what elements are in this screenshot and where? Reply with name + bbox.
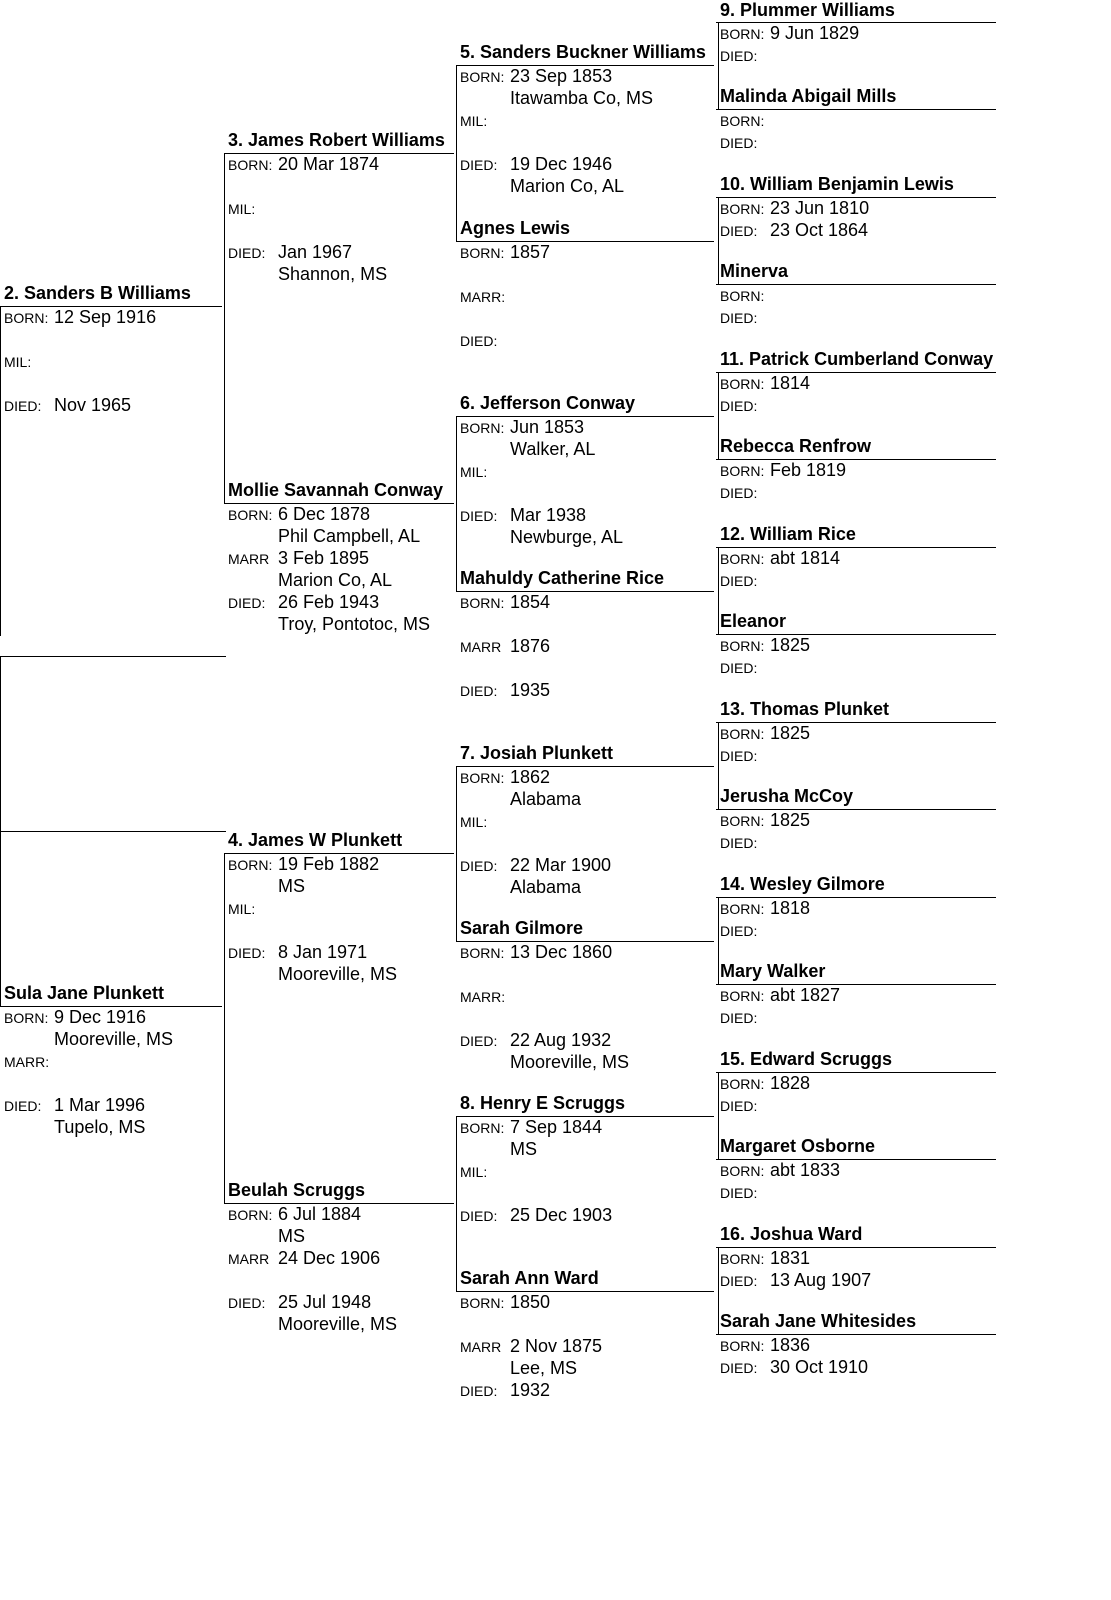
field-value: abt 1814: [770, 548, 841, 568]
field-value: 9 Dec 1916: [54, 1007, 147, 1027]
field-value: 13 Aug 1907: [770, 1270, 872, 1290]
field-label: DIED:: [4, 398, 42, 414]
field-value: 13 Dec 1860: [510, 942, 613, 962]
field-place: Tupelo, MS: [54, 1117, 146, 1137]
field-label: BORN:: [720, 726, 765, 742]
field-label: MARR:: [4, 1054, 50, 1070]
field-row: [460, 766, 551, 789]
field-label: MIL:: [460, 814, 488, 830]
person-name: 14. Wesley Gilmore: [720, 874, 885, 894]
field-label: BORN:: [228, 857, 273, 873]
field-value: 8 Jan 1971: [278, 942, 368, 962]
field-row: [720, 1072, 811, 1095]
field-label: DIED:: [228, 245, 266, 261]
field-row: [228, 591, 380, 614]
connector-line: [0, 656, 226, 657]
field-label: BORN:: [720, 463, 765, 479]
field-row: [4, 306, 157, 329]
field-value: 25 Dec 1903: [510, 1205, 613, 1225]
field-label: BORN:: [720, 551, 765, 567]
field-label: BORN:: [460, 69, 505, 85]
person-name: 6. Jefferson Conway: [460, 393, 636, 413]
field-label: BORN:: [720, 201, 765, 217]
person-name: 12. William Rice: [720, 524, 856, 544]
field-row: [720, 1181, 757, 1204]
field-row: [228, 897, 255, 920]
field-value: 6 Jul 1884: [278, 1204, 362, 1224]
person-name: Jerusha McCoy: [720, 786, 854, 806]
field-label: BORN:: [460, 595, 505, 611]
field-place: Shannon, MS: [278, 264, 388, 284]
field-value: 1854: [510, 592, 551, 612]
field-label: BORN:: [720, 26, 765, 42]
field-row: [720, 897, 811, 920]
field-value: Nov 1965: [54, 395, 132, 415]
connector-line: [718, 547, 719, 634]
field-row: [4, 1006, 147, 1029]
field-place: Marion Co, AL: [278, 570, 393, 590]
field-label: BORN:: [460, 1120, 505, 1136]
person-name: Sarah Jane Whitesides: [720, 1311, 917, 1331]
field-place: Newburge, AL: [510, 527, 624, 547]
field-place: Alabama: [510, 789, 582, 809]
field-value: Feb 1819: [770, 460, 847, 480]
field-label: DIED:: [720, 223, 758, 239]
person-name: Mahuldy Catherine Rice: [460, 568, 665, 588]
field-value: 12 Sep 1916: [54, 307, 157, 327]
field-label: DIED:: [720, 923, 758, 939]
person-name: 4. James W Plunkett: [228, 830, 403, 850]
field-place: Troy, Pontotoc, MS: [278, 614, 431, 634]
field-row: [4, 350, 31, 373]
field-label: DIED:: [720, 135, 758, 151]
field-label: DIED:: [228, 945, 266, 961]
field-place: Mooreville, MS: [278, 964, 398, 984]
field-label: MIL:: [460, 113, 488, 129]
field-value: 1825: [770, 635, 811, 655]
field-row: [720, 919, 757, 942]
field-row: [720, 744, 757, 767]
field-value: 23 Sep 1853: [510, 66, 613, 86]
field-label: BORN:: [720, 988, 765, 1004]
connector-line: [456, 416, 457, 591]
connector-line: [718, 722, 719, 809]
person-name: Margaret Osborne: [720, 1136, 876, 1156]
field-value: 19 Dec 1946: [510, 154, 613, 174]
field-label: MIL:: [228, 901, 256, 917]
connector-line: [0, 831, 226, 832]
field-label: DIED:: [720, 485, 758, 501]
field-row: [720, 656, 757, 679]
field-row: [228, 853, 380, 876]
field-value: 20 Mar 1874: [278, 154, 380, 174]
field-row: [720, 109, 764, 132]
field-value: 2 Nov 1875: [510, 1336, 603, 1356]
field-value: 1825: [770, 810, 811, 830]
field-row: [460, 1291, 551, 1314]
field-row: [720, 131, 757, 154]
person-name: 16. Joshua Ward: [720, 1224, 863, 1244]
field-value: 23 Jun 1810: [770, 198, 870, 218]
field-value: 1857: [510, 242, 551, 262]
field-row: [720, 1159, 841, 1182]
field-row: [460, 679, 551, 702]
connector-line: [0, 656, 1, 831]
connector-line: [456, 1116, 457, 1291]
field-row: [460, 1160, 487, 1183]
person-name: Beulah Scruggs: [228, 1180, 366, 1200]
field-place: MS: [278, 876, 305, 896]
field-row: [460, 153, 613, 176]
field-value: abt 1827: [770, 985, 841, 1005]
field-row: [460, 985, 505, 1008]
field-label: BORN:: [720, 638, 765, 654]
field-row: [720, 1094, 757, 1117]
field-place: Mooreville, MS: [510, 1052, 630, 1072]
person-name: Agnes Lewis: [460, 218, 571, 238]
field-row: [228, 941, 368, 964]
field-label: BORN:: [720, 1163, 765, 1179]
field-row: [460, 1029, 612, 1052]
field-label: DIED:: [720, 835, 758, 851]
field-row: [228, 503, 371, 526]
person-name: 11. Patrick Cumberland Conway: [720, 349, 994, 369]
field-row: [4, 394, 132, 417]
field-value: 1850: [510, 1292, 551, 1312]
field-row: [720, 1247, 811, 1270]
field-row: [228, 153, 380, 176]
person-name: Mary Walker: [720, 961, 826, 981]
field-row: [460, 635, 551, 658]
field-value: 25 Jul 1948: [278, 1292, 372, 1312]
field-label: DIED:: [720, 660, 758, 676]
field-label: MIL:: [4, 354, 32, 370]
field-label: MIL:: [460, 1164, 488, 1180]
field-row: [460, 1204, 613, 1227]
field-value: 22 Mar 1900: [510, 855, 612, 875]
connector-line: [718, 897, 719, 984]
field-value: 22 Aug 1932: [510, 1030, 612, 1050]
connector-line: [456, 65, 457, 241]
field-label: DIED:: [228, 1295, 266, 1311]
field-value: 1818: [770, 898, 811, 918]
connector-line: [224, 153, 225, 503]
field-value: 23 Oct 1864: [770, 220, 869, 240]
connector-line: [718, 1072, 719, 1159]
field-label: DIED:: [720, 1098, 758, 1114]
field-row: [720, 569, 757, 592]
person-name: 7. Josiah Plunkett: [460, 743, 614, 763]
person-name: 15. Edward Scruggs: [720, 1049, 893, 1069]
field-label: BORN:: [720, 1338, 765, 1354]
field-label: BORN:: [4, 1010, 49, 1026]
connector-line: [718, 372, 719, 459]
field-value: 1836: [770, 1335, 811, 1355]
connector-line: [456, 766, 457, 941]
field-label: BORN:: [720, 113, 765, 129]
field-label: DIED:: [460, 1208, 498, 1224]
field-label: MARR: [460, 639, 502, 655]
field-value: 9 Jun 1829: [770, 23, 860, 43]
field-label: DIED:: [720, 1185, 758, 1201]
field-label: BORN:: [460, 770, 505, 786]
person-name: 10. William Benjamin Lewis: [720, 174, 954, 194]
field-value: 1828: [770, 1073, 811, 1093]
field-place: MS: [510, 1139, 537, 1159]
field-row: [720, 459, 847, 482]
field-row: [720, 634, 811, 657]
person-name: Malinda Abigail Mills: [720, 86, 897, 106]
field-value: 1935: [510, 680, 551, 700]
field-row: [460, 65, 613, 88]
field-label: BORN:: [460, 1295, 505, 1311]
field-row: [460, 109, 487, 132]
field-place: Walker, AL: [510, 439, 596, 459]
field-row: [228, 1247, 381, 1270]
field-label: BORN:: [720, 813, 765, 829]
field-place: Itawamba Co, MS: [510, 88, 654, 108]
connector-line: [0, 831, 1, 1006]
person-name: 2. Sanders B Williams: [4, 283, 191, 303]
field-place: Lee, MS: [510, 1358, 578, 1378]
field-row: [720, 284, 764, 307]
field-label: BORN:: [460, 245, 505, 261]
field-label: DIED:: [720, 748, 758, 764]
field-value: 3 Feb 1895: [278, 548, 370, 568]
field-row: [720, 984, 841, 1007]
field-label: DIED:: [720, 573, 758, 589]
field-row: [460, 854, 612, 877]
field-label: BORN:: [4, 310, 49, 326]
connector-line: [718, 197, 719, 284]
field-label: MARR: [228, 1251, 270, 1267]
field-row: [720, 22, 860, 45]
connector-line: [718, 1247, 719, 1334]
field-value: 30 Oct 1910: [770, 1357, 869, 1377]
field-value: Jun 1853: [510, 417, 585, 437]
field-row: [460, 591, 551, 614]
person-name: 13. Thomas Plunket: [720, 699, 890, 719]
field-row: [460, 460, 487, 483]
field-value: 1862: [510, 767, 551, 787]
person-name: 5. Sanders Buckner Williams: [460, 42, 706, 62]
field-label: BORN:: [460, 945, 505, 961]
field-row: [720, 1334, 811, 1357]
field-row: [720, 722, 811, 745]
field-row: [720, 306, 757, 329]
field-value: 1825: [770, 723, 811, 743]
person-name: 8. Henry E Scruggs: [460, 1093, 626, 1113]
field-label: DIED:: [720, 398, 758, 414]
connector-line: [224, 853, 225, 1203]
field-row: [720, 372, 811, 395]
field-row: [720, 1006, 757, 1029]
field-label: DIED:: [460, 333, 498, 349]
field-label: DIED:: [460, 1033, 498, 1049]
field-label: DIED:: [720, 310, 758, 326]
field-label: MARR: [460, 1339, 502, 1355]
field-label: DIED:: [720, 1010, 758, 1026]
field-label: BORN:: [228, 1207, 273, 1223]
field-value: 26 Feb 1943: [278, 592, 380, 612]
person-name: Sarah Gilmore: [460, 918, 584, 938]
field-label: BORN:: [720, 288, 765, 304]
field-label: MARR: [228, 551, 270, 567]
field-row: [720, 197, 870, 220]
field-label: BORN:: [720, 901, 765, 917]
field-row: [460, 941, 613, 964]
field-row: [720, 481, 757, 504]
connector-line: [718, 22, 719, 109]
field-row: [228, 547, 370, 570]
field-row: [228, 197, 255, 220]
person-name: Eleanor: [720, 611, 787, 631]
field-value: abt 1833: [770, 1160, 841, 1180]
field-label: DIED:: [460, 858, 498, 874]
field-value: 1831: [770, 1248, 811, 1268]
field-value: 19 Feb 1882: [278, 854, 380, 874]
field-place: Mooreville, MS: [278, 1314, 398, 1334]
field-label: BORN:: [460, 420, 505, 436]
field-row: [720, 219, 869, 242]
field-row: [4, 1050, 49, 1073]
person-name: 9. Plummer Williams: [720, 0, 895, 20]
field-row: [4, 1094, 146, 1117]
field-place: Mooreville, MS: [54, 1029, 174, 1049]
field-row: [460, 1379, 551, 1402]
connector-line: [0, 306, 1, 636]
field-label: DIED:: [720, 1360, 758, 1376]
field-row: [460, 285, 505, 308]
field-row: [460, 241, 551, 264]
field-place: MS: [278, 1226, 305, 1246]
field-row: [460, 329, 497, 352]
field-value: 1 Mar 1996: [54, 1095, 146, 1115]
field-row: [720, 831, 757, 854]
field-row: [720, 44, 757, 67]
field-label: BORN:: [228, 507, 273, 523]
field-label: MARR:: [460, 989, 506, 1005]
field-value: 7 Sep 1844: [510, 1117, 603, 1137]
field-row: [720, 809, 811, 832]
field-row: [720, 547, 841, 570]
field-row: [460, 810, 487, 833]
field-value: Mar 1938: [510, 505, 587, 525]
field-label: DIED:: [460, 508, 498, 524]
field-label: MIL:: [460, 464, 488, 480]
field-row: [460, 416, 585, 439]
field-label: DIED:: [460, 683, 498, 699]
person-name: Minerva: [720, 261, 789, 281]
person-name: Sarah Ann Ward: [460, 1268, 599, 1288]
field-row: [228, 241, 353, 264]
field-label: DIED:: [228, 595, 266, 611]
field-label: DIED:: [720, 1273, 758, 1289]
field-place: Alabama: [510, 877, 582, 897]
field-row: [720, 1356, 869, 1379]
field-label: MARR:: [460, 289, 506, 305]
field-row: [720, 394, 757, 417]
field-value: Jan 1967: [278, 242, 353, 262]
field-row: [228, 1203, 362, 1226]
field-row: [460, 1335, 603, 1358]
field-label: DIED:: [460, 1383, 498, 1399]
person-name: Rebecca Renfrow: [720, 436, 872, 456]
field-place: Marion Co, AL: [510, 176, 625, 196]
field-row: [460, 1116, 603, 1139]
field-row: [228, 1291, 372, 1314]
field-row: [720, 1269, 872, 1292]
field-value: 1932: [510, 1380, 551, 1400]
field-label: DIED:: [720, 48, 758, 64]
field-value: 6 Dec 1878: [278, 504, 371, 524]
field-place: Phil Campbell, AL: [278, 526, 421, 546]
field-label: BORN:: [720, 1076, 765, 1092]
field-value: 1814: [770, 373, 811, 393]
field-label: DIED:: [460, 157, 498, 173]
person-name: Mollie Savannah Conway: [228, 480, 444, 500]
field-label: BORN:: [720, 1251, 765, 1267]
person-name: 3. James Robert Williams: [228, 130, 445, 150]
field-value: 24 Dec 1906: [278, 1248, 381, 1268]
field-value: 1876: [510, 636, 551, 656]
field-label: BORN:: [720, 376, 765, 392]
field-label: MIL:: [228, 201, 256, 217]
person-name: Sula Jane Plunkett: [4, 983, 165, 1003]
field-label: BORN:: [228, 157, 273, 173]
field-label: DIED:: [4, 1098, 42, 1114]
field-row: [460, 504, 587, 527]
